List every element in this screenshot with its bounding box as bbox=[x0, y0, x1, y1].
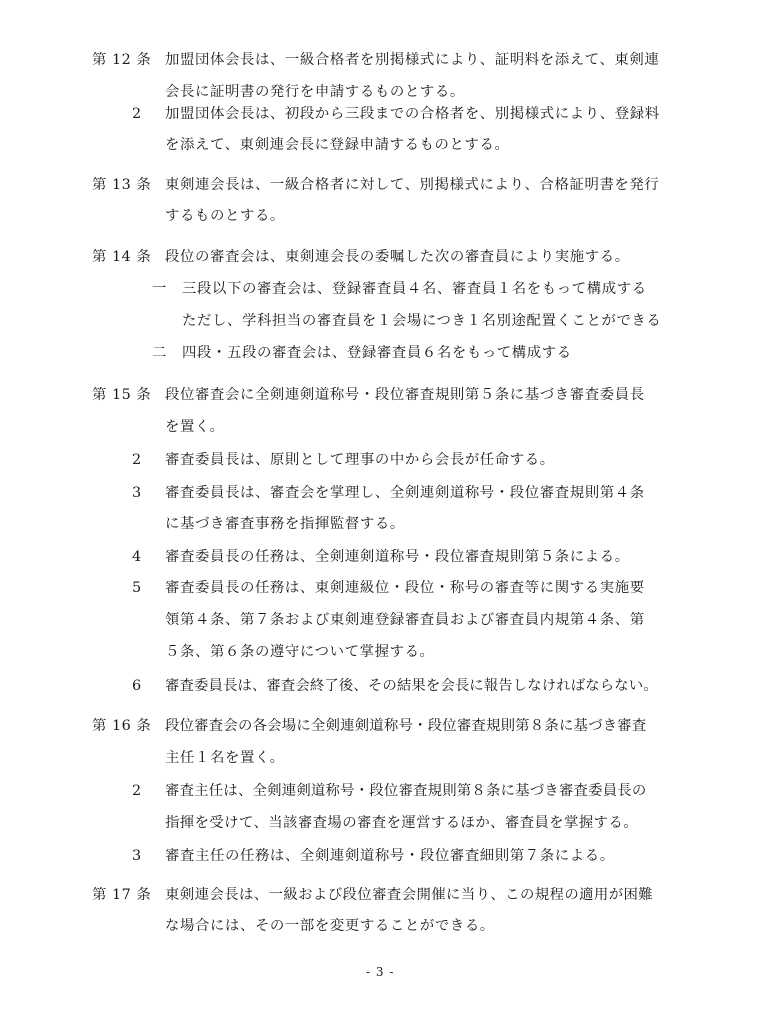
article-text-line: 加盟団体会長は、一級合格者を別掲様式により、証明料を添えて、東剣連 bbox=[165, 52, 660, 68]
article-text-line: するものとする。 bbox=[165, 208, 285, 224]
item-text-line: ただし、学科担当の審査員を１会場につき１名別途配置くことができる bbox=[182, 313, 662, 329]
article-text-line: 会長に証明書の発行を申請するものとする。 bbox=[165, 84, 465, 100]
paragraph-number: 4 bbox=[132, 549, 142, 565]
paragraph-text-line: 審査主任は、全剣連剣道称号・段位審査規則第８条に基づき審査委員長の bbox=[165, 783, 647, 799]
article-text-line: 段位審査会の各会場に全剣連剣道称号・段位審査規則第８条に基づき審査 bbox=[165, 718, 647, 734]
paragraph-number: 3 bbox=[132, 848, 142, 864]
paragraph-text-line: に基づき審査事務を指揮監督する。 bbox=[165, 516, 405, 532]
paragraph-number: 2 bbox=[132, 452, 142, 468]
paragraph-text-line: ５条、第６条の遵守について掌握する。 bbox=[165, 644, 435, 660]
item-marker: 一 bbox=[152, 281, 167, 297]
paragraph-text-line: 指揮を受けて、当該審査場の審査を運営するほか、審査員を掌握する。 bbox=[165, 815, 639, 831]
article-number: 第 16 条 bbox=[92, 718, 152, 734]
article-text-line: 東剣連会長は、一級および段位審査会開催に当り、この規程の適用が困難 bbox=[165, 887, 654, 903]
article-text-line: を置く。 bbox=[165, 419, 225, 435]
item-marker: 二 bbox=[152, 345, 167, 361]
item-text-line: 三段以下の審査会は、登録審査員４名、審査員１名をもって構成する bbox=[182, 281, 647, 297]
article-text-line: 主任１名を置く。 bbox=[165, 750, 285, 766]
paragraph-number: 2 bbox=[132, 106, 142, 122]
paragraph-text-line: を添えて、東剣連会長に登録申請するものとする。 bbox=[165, 137, 510, 153]
article-number: 第 17 条 bbox=[92, 887, 152, 903]
paragraph-text-line: 審査委員長の任務は、全剣連剣道称号・段位審査規則第５条による。 bbox=[165, 549, 630, 565]
paragraph-text-line: 審査委員長は、原則として理事の中から会長が任命する。 bbox=[165, 452, 555, 468]
paragraph-text-line: 領第４条、第７条および東剣連登録審査員および審査員内規第４条、第 bbox=[165, 612, 645, 628]
page-number: - 3 - bbox=[366, 965, 395, 979]
paragraph-text-line: 審査主任の任務は、全剣連剣道称号・段位審査細則第７条による。 bbox=[165, 848, 615, 864]
article-number: 第 13 条 bbox=[92, 177, 152, 193]
paragraph-number: 2 bbox=[132, 783, 142, 799]
article-text-line: な場合には、その一部を変更することができる。 bbox=[165, 918, 495, 934]
article-number: 第 12 条 bbox=[92, 52, 152, 68]
article-number: 第 14 条 bbox=[92, 249, 152, 265]
paragraph-number: 5 bbox=[132, 580, 142, 596]
article-text-line: 段位の審査会は、東剣連会長の委嘱した次の審査員により実施する。 bbox=[165, 249, 630, 265]
paragraph-text-line: 審査委員長の任務は、東剣連級位・段位・称号の審査等に関する実施要 bbox=[165, 580, 645, 596]
article-text-line: 段位審査会に全剣連剣道称号・段位審査規則第５条に基づき審査委員長 bbox=[165, 387, 645, 403]
paragraph-text-line: 審査委員長は、審査会終了後、その結果を会長に報告しなければならない。 bbox=[165, 678, 658, 694]
paragraph-number: 6 bbox=[132, 678, 142, 694]
paragraph-text-line: 加盟団体会長は、初段から三段までの合格者を、別掲様式により、登録料 bbox=[165, 106, 660, 122]
paragraph-number: 3 bbox=[132, 485, 142, 501]
article-text-line: 東剣連会長は、一級合格者に対して、別掲様式により、合格証明書を発行 bbox=[165, 177, 660, 193]
item-text-line: 四段・五段の審査会は、登録審査員６名をもって構成する bbox=[182, 345, 572, 361]
article-number: 第 15 条 bbox=[92, 387, 152, 403]
paragraph-text-line: 審査委員長は、審査会を掌理し、全剣連剣道称号・段位審査規則第４条 bbox=[165, 485, 645, 501]
